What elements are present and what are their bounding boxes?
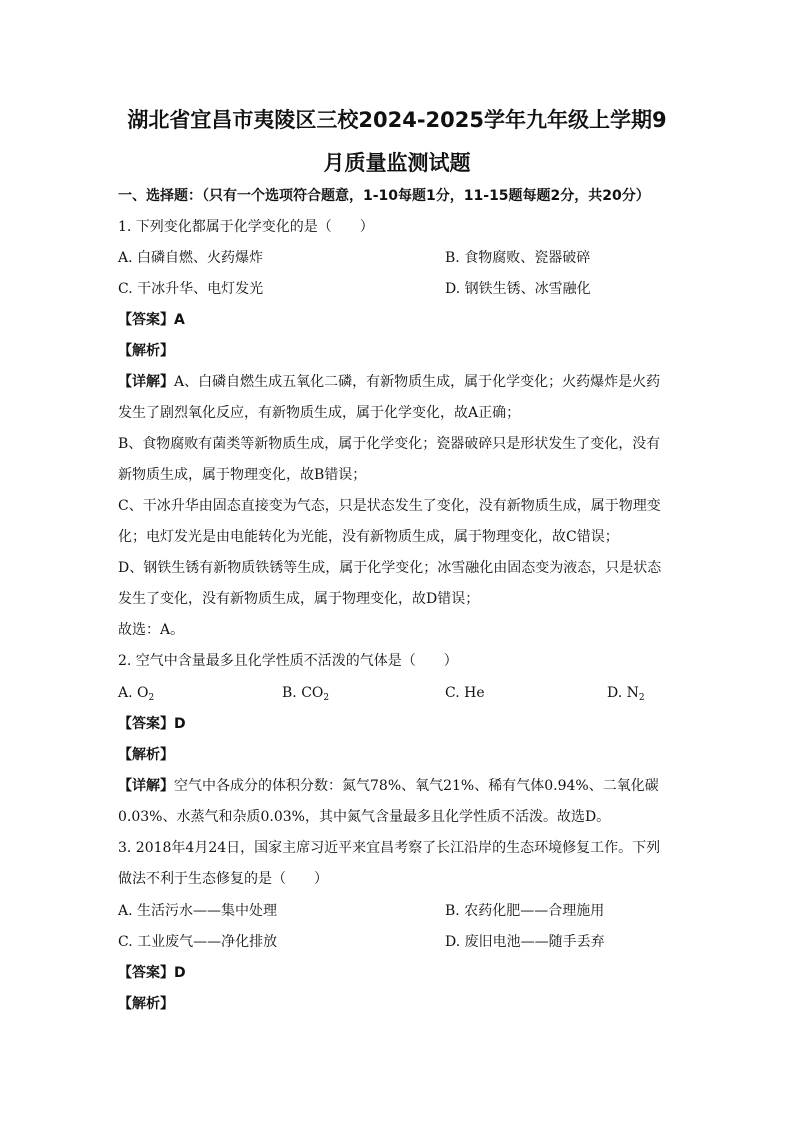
question-3-stem: 3. 2018年4月24日，国家主席习近平来宜昌考察了长江沿岸的生态环境修复工作。下列 [118, 840, 661, 856]
question-1-detail-label: 【详解】 [118, 374, 174, 390]
question-2-answer: 【答案】D [118, 716, 186, 732]
question-1-option-a: A. 白磷自燃、火药爆炸 [118, 250, 264, 266]
question-1-option-c: C. 干冰升华、电灯发光 [118, 281, 264, 297]
section-heading: 一、选择题：（只有一个选项符合题意，1-10每题1分，11-15题每题2分，共20分） [118, 188, 650, 204]
question-2-detail-line [118, 777, 659, 795]
question-1-stem: 1. 下列变化都属于化学变化的是（ ） [118, 219, 374, 235]
question-1-detail-line: 化；电灯发光是由电能转化为光能，没有新物质生成，属于物理变化，故C错误； [118, 529, 619, 545]
question-1-conclusion: 故选：A。 [118, 622, 185, 638]
question-2-option-b: B. $CO_2$ [282, 685, 330, 703]
question-3-answer: 【答案】D [118, 965, 186, 981]
question-1-option-d: D. 钢铁生锈、冰雪融化 [445, 281, 591, 297]
document-title-line-1: 湖北省宜昌市夷陵区三校2024-2025学年九年级上学期9 [127, 108, 667, 132]
question-2-detail-text: 空气中各成分的体积分数：氮气78%、氧气21%、稀有气体0.94%、二氧化碳 [174, 778, 659, 794]
question-2-option-d: D. $N_2$ [607, 685, 645, 703]
question-1-detail-line: 发生了剧烈氧化反应，有新物质生成，属于化学变化，故A正确； [118, 405, 521, 421]
question-1-answer: 【答案】A [118, 312, 185, 328]
question-2-analysis-label: 【解析】 [118, 747, 174, 763]
question-2-option-a: A. $O_2$ [118, 685, 155, 703]
question-3-option-d: D. 废旧电池——随手丢弃 [445, 934, 605, 950]
question-1-option-b: B. 食物腐败、瓷器破碎 [445, 250, 591, 266]
question-1-detail-line: 发生了变化，没有新物质生成，属于物理变化，故D错误； [118, 591, 480, 607]
question-3-analysis-label: 【解析】 [118, 996, 174, 1012]
question-3-stem: 做法不利于生态修复的是（ ） [118, 871, 328, 887]
question-1-detail-line: C、干冰升华由固态直接变为气态，只是状态发生了变化，没有新物质生成，属于物理变 [118, 498, 661, 514]
question-1-detail-line: 新物质生成，属于物理变化，故B错误； [118, 467, 367, 483]
question-1-detail-line: B、食物腐败有菌类等新物质生成，属于化学变化；瓷器破碎只是形状发生了变化，没有 [118, 436, 661, 452]
question-2-detail-line: 0.03%、水蒸气和杂质0.03%，其中氮气含量最多且化学性质不活泼。故选D。 [118, 809, 611, 825]
question-2-option-c: C. He [445, 685, 485, 701]
question-1-detail-text: A、白磷自燃生成五氧化二磷，有新物质生成，属于化学变化；火药爆炸是火药 [174, 374, 661, 390]
question-3-option-b: B. 农药化肥——合理施用 [445, 903, 605, 919]
question-2-stem: 2. 空气中含量最多且化学性质不活泼的气体是（ ） [118, 653, 458, 669]
question-3-option-a: A. 生活污水——集中处理 [118, 903, 278, 919]
question-2-detail-label: 【详解】 [118, 778, 174, 794]
document-title-line-2: 月质量监测试题 [323, 151, 471, 175]
question-1-detail-line: D、钢铁生锈有新物质铁锈等生成，属于化学变化；冰雪融化由固态变为液态，只是状态 [118, 560, 662, 576]
question-1-analysis-label: 【解析】 [118, 343, 174, 359]
question-3-option-c: C. 工业废气——净化排放 [118, 934, 278, 950]
question-1-detail-line [118, 373, 660, 391]
